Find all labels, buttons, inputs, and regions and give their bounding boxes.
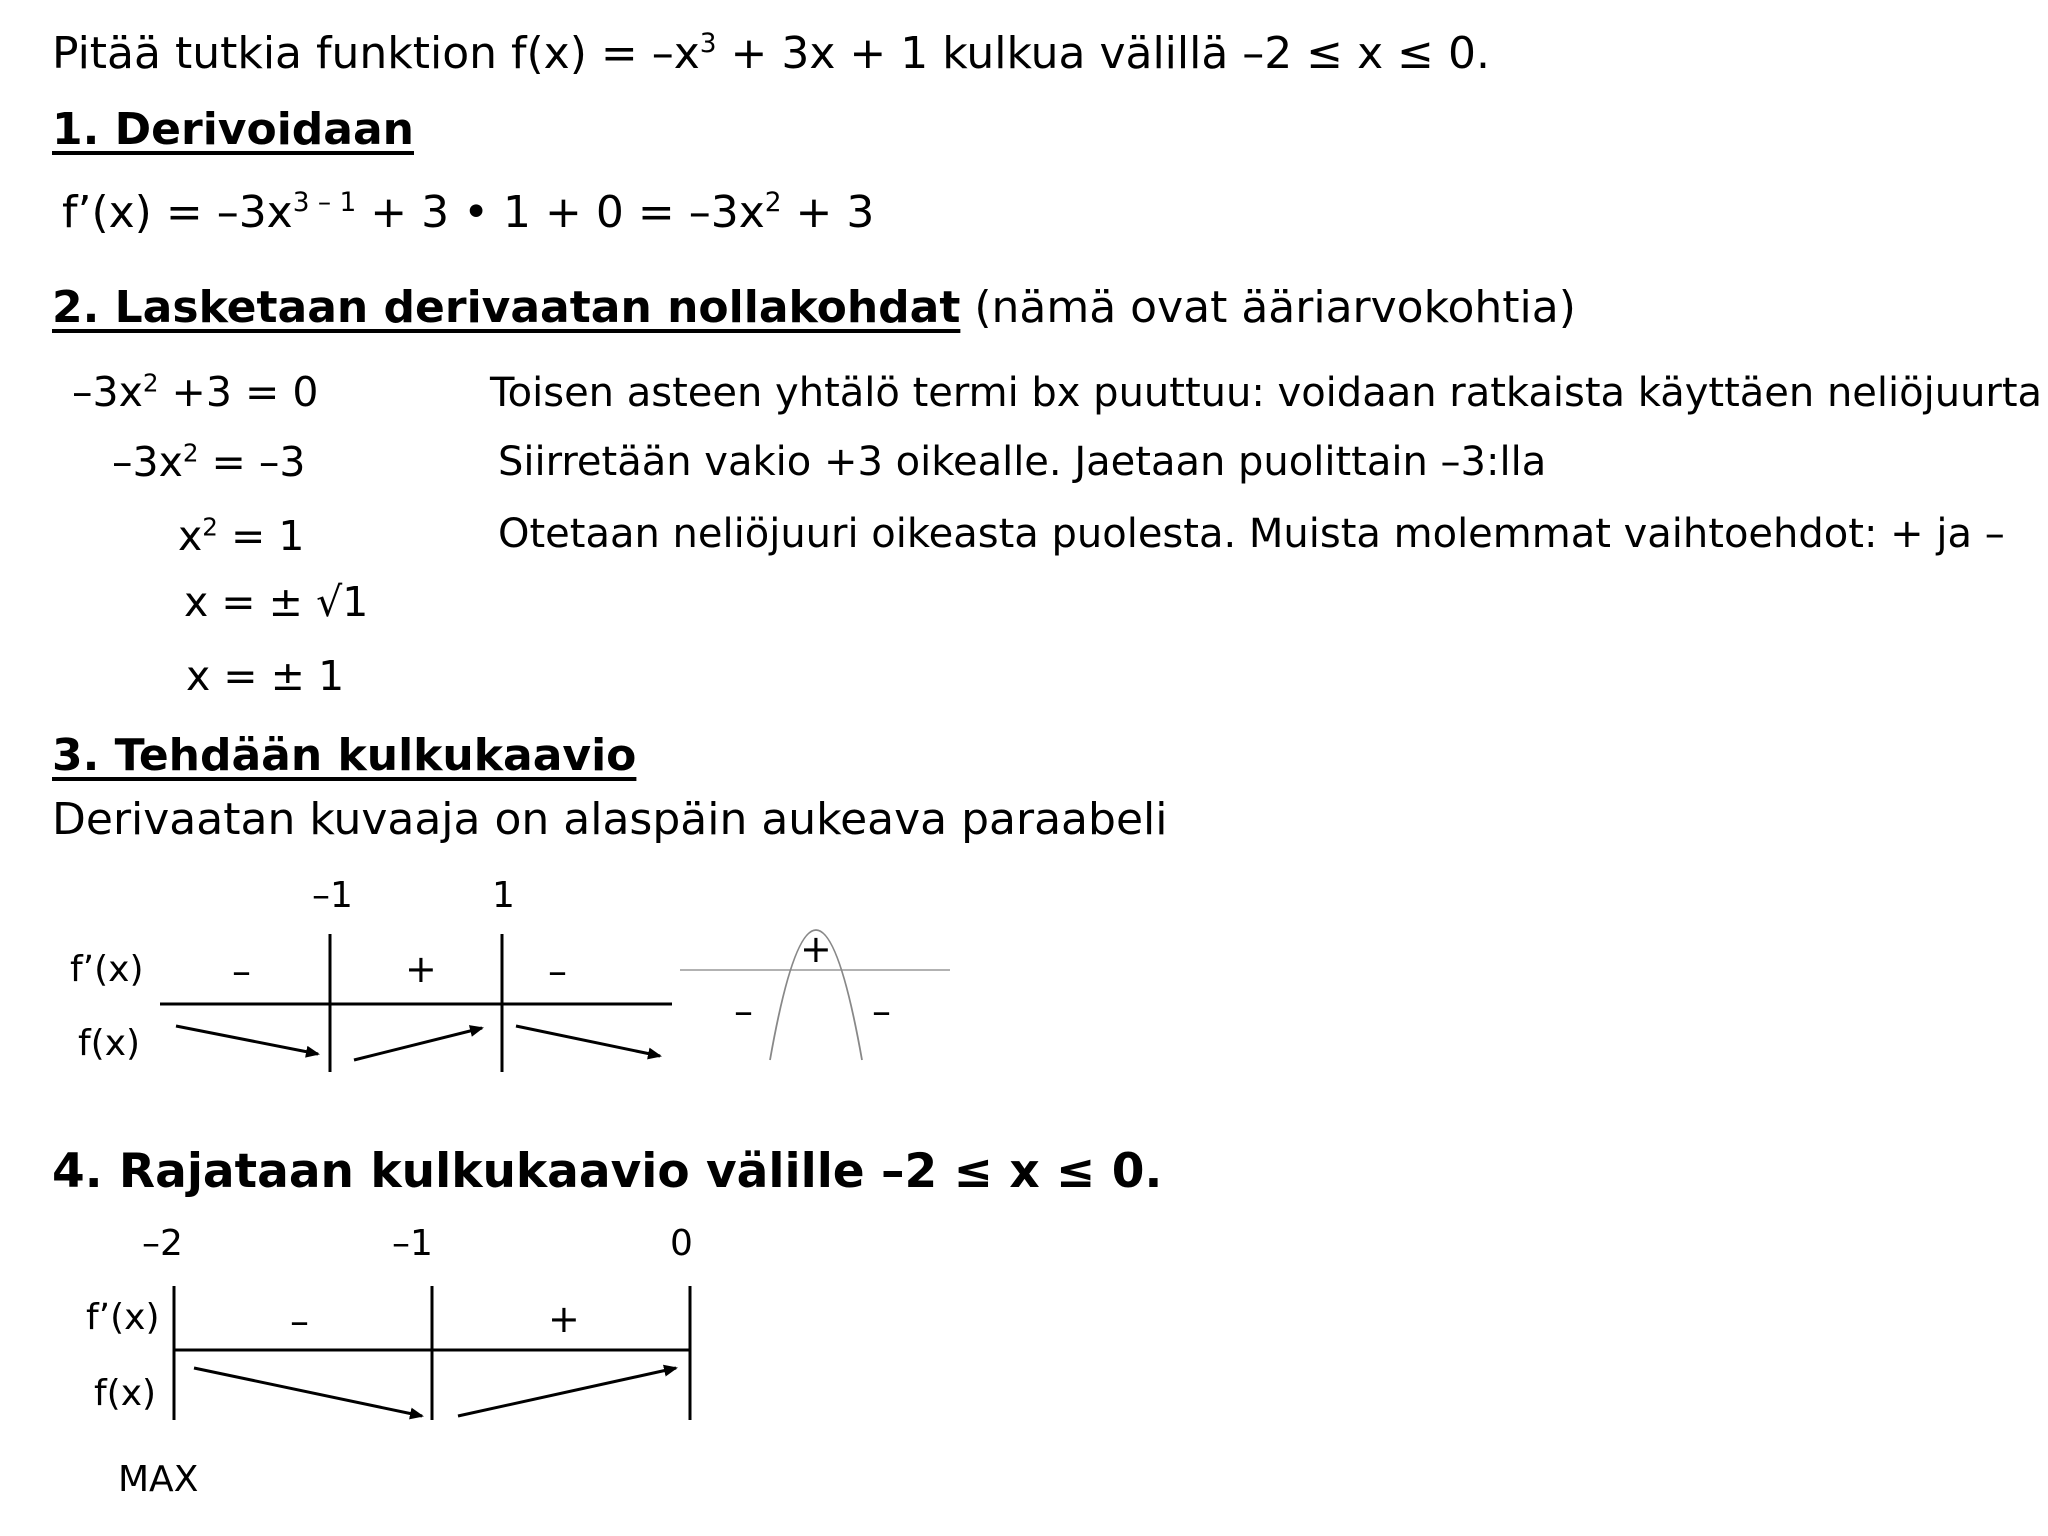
table2-point-1: –2 [142, 1223, 183, 1264]
eq2-a: –3x [112, 438, 183, 486]
table1-sign-1: – [232, 949, 251, 993]
table1-sign-3: – [548, 949, 567, 993]
parabola-sketch [680, 927, 950, 1060]
table1-point-1: –1 [312, 875, 353, 916]
equation-4: x = ± √1 [184, 578, 369, 626]
table1-arrow-increasing [354, 1028, 482, 1060]
table1-sign-2: + [405, 947, 437, 991]
eq1-b: +3 = 0 [158, 368, 319, 416]
table1-arrows [176, 1026, 660, 1060]
table2-arrows [194, 1368, 676, 1416]
derivative-part-a: f’(x) = –3x [62, 187, 293, 238]
intro-text: Pitää tutkia funktion f(x) = –x [52, 28, 700, 79]
eq1-exp: 2 [142, 368, 159, 398]
eq2-exp: 2 [182, 438, 199, 468]
parabola-curve [770, 927, 862, 1060]
section-3-heading: 3. Tehdään kulkukaavio [52, 730, 637, 781]
eq3-a: x [178, 512, 203, 560]
intro-text-end: + 3x + 1 kulkua välillä –2 ≤ x ≤ 0. [716, 28, 1490, 79]
table2-sign-1: – [290, 1299, 309, 1343]
derivative-exp-1: 3 – 1 [292, 187, 357, 219]
derivative-part-b: + 3 • 1 + 0 = –3x [356, 187, 765, 238]
table2-point-3: 0 [670, 1223, 693, 1264]
table1-grid [160, 934, 672, 1072]
section-1-heading: 1. Derivoidaan [52, 104, 414, 155]
eq2-b: = –3 [198, 438, 306, 486]
intro-exponent: 3 [699, 28, 717, 60]
table1-point-2: 1 [492, 875, 515, 916]
eq3-exp: 2 [202, 512, 218, 542]
table1-arrow-decreasing-1 [176, 1026, 318, 1054]
section-3-description: Derivaatan kuvaaja on alaspäin aukeava paraabeli [52, 794, 1168, 845]
eq3-b: = 1 [217, 512, 305, 560]
table2-row2-label: f(x) [94, 1373, 157, 1414]
section-2-note: (nämä ovat ääriarvokohtia) [960, 282, 1576, 333]
table1-row1-label: f’(x) [70, 949, 144, 990]
derivative-exp-2: 2 [764, 187, 782, 219]
table2-sign-2: + [548, 1297, 580, 1341]
table2-row1-label: f’(x) [86, 1297, 160, 1338]
table2-grid [174, 1286, 690, 1420]
explanation-3: Otetaan neliöjuuri oikeasta puolesta. Muista molemmat vaihtoehdot: + ja – [498, 511, 2005, 557]
explanation-1: Toisen asteen yhtälö termi bx puuttuu: voidaan ratkaista käyttäen neliöjuurta [490, 370, 2043, 416]
equation-5: x = ± 1 [186, 652, 345, 700]
table1-arrow-decreasing-2 [516, 1026, 660, 1056]
table2-point-2: –1 [392, 1223, 433, 1264]
parabola-sign-minus-right: – [872, 989, 891, 1033]
parabola-sign-minus-left: – [734, 989, 753, 1033]
derivative-part-c: + 3 [781, 187, 875, 238]
table1-row2-label: f(x) [78, 1023, 141, 1064]
max-label: MAX [118, 1459, 199, 1500]
section-4-heading: 4. Rajataan kulkukaavio välille –2 ≤ x ≤ 0. [52, 1144, 1163, 1199]
parabola-sign-plus: + [800, 927, 832, 971]
section-2-heading: 2. Lasketaan derivaatan nollakohdat [52, 282, 961, 333]
explanation-2: Siirretään vakio +3 oikealle. Jaetaan puolittain –3:lla [498, 439, 1547, 485]
table2-arrow-increasing [458, 1368, 676, 1416]
eq1-a: –3x [72, 368, 143, 416]
table2-arrow-decreasing [194, 1368, 422, 1416]
